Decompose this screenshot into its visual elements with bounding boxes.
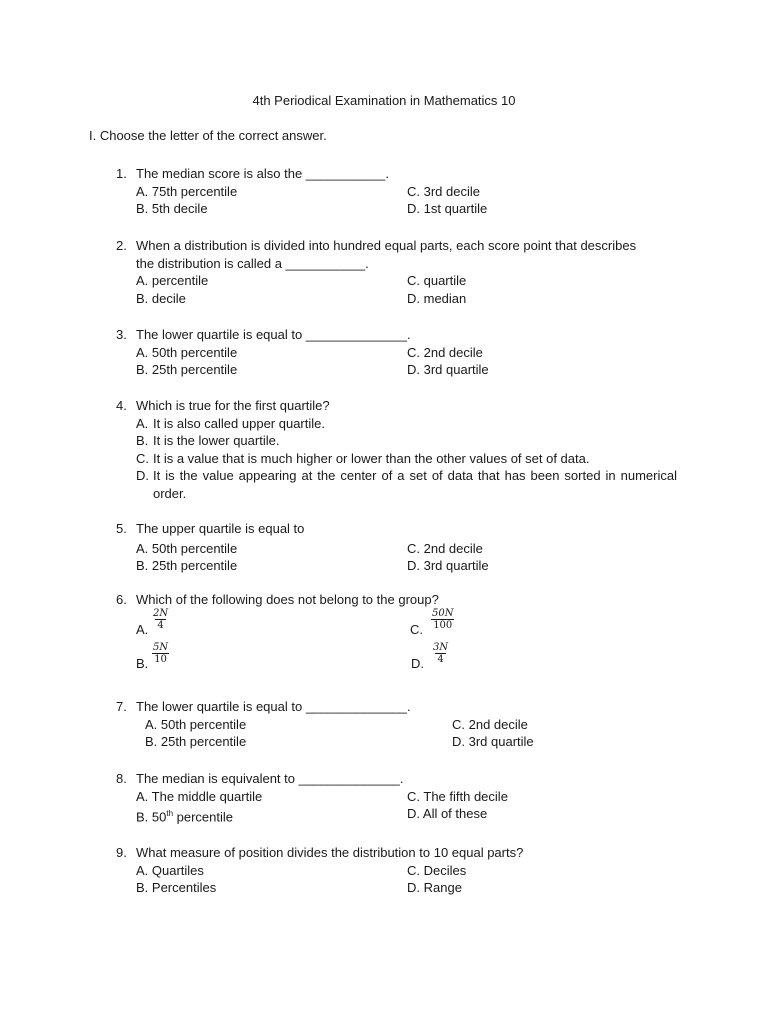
exam-title: 4th Periodical Examination in Mathematics 10 — [252, 93, 516, 108]
question-stem-line-2: the distribution is called a ___________. — [136, 255, 369, 271]
option-letter: A. — [136, 415, 149, 431]
option-c — [136, 450, 677, 468]
denominator: 4 — [437, 654, 444, 665]
option-d — [136, 467, 677, 502]
option-text: It is also called upper quartile. — [153, 415, 325, 431]
fraction — [430, 608, 455, 631]
option-letter: A. — [136, 622, 149, 637]
denominator: 4 — [157, 620, 164, 631]
option-c: C. 2nd decile — [407, 540, 483, 556]
denominator: 10 — [154, 654, 167, 665]
option-a: A. Quartiles — [136, 862, 204, 878]
section-instruction: I. Choose the letter of the correct answer. — [89, 128, 327, 143]
question-number: 6. — [116, 592, 127, 607]
option-text-prefix: B. 50 — [136, 809, 167, 825]
question-6 — [0, 591, 768, 609]
option-b: B. decile — [136, 290, 186, 306]
option-b — [136, 805, 233, 826]
option-a — [136, 415, 677, 433]
question-stem: Which is true for the first quartile? — [136, 398, 330, 413]
option-b: B. Percentiles — [136, 880, 217, 895]
option-d: D. 3rd quartile — [452, 734, 534, 749]
option-d: D. All of these — [407, 806, 488, 821]
ordinal-suffix: th — [166, 809, 174, 818]
option-a: A. 50th percentile — [136, 344, 238, 360]
option-d: D. median — [407, 290, 467, 306]
option-letter: C. — [136, 450, 149, 466]
option-c: C. 2nd decile — [452, 716, 528, 732]
option-letter: D. — [136, 468, 149, 483]
option-text: It is the value appearing at the center of a set of data that has been sorted in numerical order. — [153, 468, 677, 501]
question-stem: Which of the following does not belong to the group? — [136, 592, 439, 607]
question-stem: The median is equivalent to ______________. — [136, 771, 404, 786]
numerator: 50N — [432, 608, 454, 619]
option-d: D. 3rd quartile — [407, 558, 489, 573]
question-number: 1. — [116, 166, 127, 181]
question-1 — [0, 165, 768, 218]
question-number: 5. — [116, 521, 127, 536]
option-letter: C. — [410, 622, 423, 637]
numerator: 2N — [153, 608, 169, 619]
question-stem: The upper quartile is equal to — [136, 521, 305, 536]
denominator: 100 — [433, 620, 453, 631]
question-8 — [0, 770, 768, 823]
option-b: B. 25th percentile — [136, 362, 238, 377]
question-number: 7. — [116, 699, 127, 714]
question-4 — [0, 397, 768, 502]
option-letter: B. — [136, 433, 149, 448]
option-text: It is the lower quartile. — [153, 433, 280, 448]
option-c: C. Deciles — [407, 862, 467, 878]
question-number: 8. — [116, 771, 127, 786]
question-number: 3. — [116, 327, 127, 342]
option-letter: D. — [411, 656, 424, 671]
fraction — [431, 642, 450, 665]
option-c: C. 3rd decile — [407, 183, 480, 199]
option-letter: B. — [136, 656, 149, 671]
fraction — [151, 608, 170, 631]
option-a: A. 50th percentile — [136, 540, 238, 556]
option-b: B. 25th percentile — [145, 734, 247, 749]
option-a: A. 75th percentile — [136, 183, 238, 199]
question-number: 9. — [116, 845, 127, 860]
option-text: It is a value that is much higher or lower than the other values of set of data. — [153, 450, 590, 466]
option-c: C. The fifth decile — [407, 788, 508, 804]
question-5 — [0, 520, 768, 575]
option-a: A. 50th percentile — [145, 716, 247, 732]
question-number: 4. — [116, 398, 127, 413]
question-stem-line-1: When a distribution is divided into hundred equal parts, each score point that describes — [136, 238, 637, 253]
option-text-suffix: percentile — [173, 809, 234, 825]
option-d: D. 3rd quartile — [407, 362, 489, 377]
option-b — [136, 432, 677, 450]
option-b: B. 5th decile — [136, 201, 208, 216]
numerator: 3N — [433, 642, 449, 653]
option-c: C. quartile — [407, 273, 467, 288]
option-b: B. 25th percentile — [136, 558, 238, 573]
question-2 — [0, 237, 768, 307]
option-d: D. 1st quartile — [407, 201, 488, 216]
option-a: A. The middle quartile — [136, 788, 263, 804]
numerator: 5N — [153, 642, 169, 653]
question-stem: The lower quartile is equal to ______________. — [136, 327, 411, 342]
question-stem: The median score is also the ___________. — [136, 166, 389, 181]
option-d: D. Range — [407, 880, 462, 895]
question-7 — [0, 698, 768, 751]
fraction — [151, 642, 170, 665]
question-3 — [0, 326, 768, 379]
question-stem: The lower quartile is equal to ______________. — [136, 699, 411, 714]
option-a: A. percentile — [136, 273, 209, 288]
option-c: C. 2nd decile — [407, 344, 483, 360]
question-9 — [0, 844, 768, 897]
question-number: 2. — [116, 238, 127, 253]
question-stem: What measure of position divides the distribution to 10 equal parts? — [136, 845, 524, 860]
